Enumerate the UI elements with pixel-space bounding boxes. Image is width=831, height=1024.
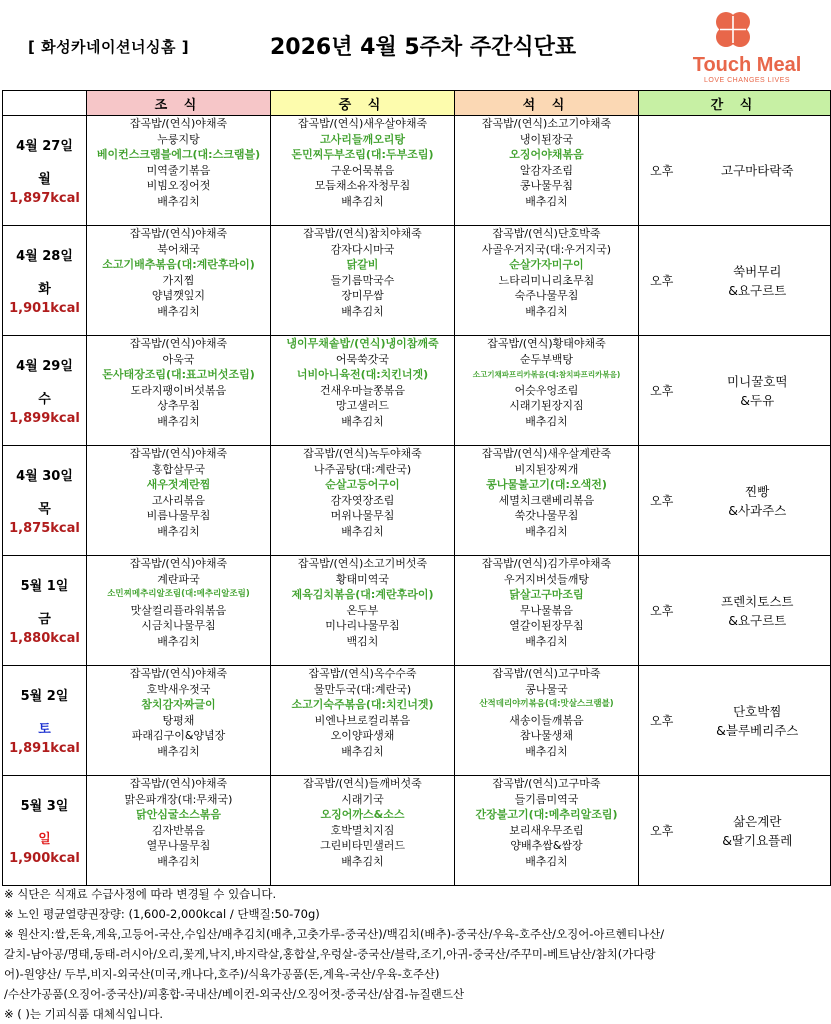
menu-item: 무나물볶음: [519, 603, 574, 617]
menu-item: 북어채국: [157, 242, 200, 256]
day-row: [3, 446, 831, 556]
menu-item: 잡곡밥/(연식)옥수수죽: [308, 667, 417, 680]
menu-item: 잡곡밥/(연식)새우살계란죽: [481, 447, 612, 460]
snack-item: &사과주스: [728, 502, 787, 518]
footer-notes: [4, 884, 828, 1024]
snack-item: 삶은계란: [733, 813, 782, 829]
menu-item: 황태미역국: [335, 572, 390, 586]
menu-item: 배추김치: [525, 414, 568, 428]
menu-item: 비지된장찌개: [514, 462, 579, 476]
menu-item: 양배추쌈&쌈장: [510, 839, 583, 853]
day-row: [3, 556, 831, 666]
date-label: 5월 2일: [20, 689, 69, 704]
column-header-row: [3, 91, 831, 116]
date-label: 4월 27일: [16, 139, 73, 154]
menu-item: 잡곡밥/(연식)야채죽: [129, 117, 228, 130]
breakfast-cell: [87, 116, 271, 226]
day-row: [3, 666, 831, 776]
date-label: 5월 1일: [20, 579, 69, 594]
menu-item: 그린비타민샐러드: [319, 839, 405, 853]
breakfast-cell: [87, 446, 271, 556]
snack-cell: [685, 116, 831, 226]
menu-item: 잡곡밥/(연식)고구마죽: [492, 777, 601, 790]
menu-item: 배추김치: [157, 524, 200, 538]
menu-item: 어슷우엉조림: [514, 383, 579, 397]
note-line: ※ 원산지:쌀,돈육,계육,고등어-국산,수입산/배추김치(배추,고춧가루-중국산)/백김치(배추)-중국산/우육-호주산/오징어-아르헨티나산/: [4, 927, 665, 941]
menu-item: 김자반볶음: [151, 823, 206, 837]
menu-item: 배추김치: [157, 194, 200, 208]
page-title: 2026년 4월 5주차 주간식단표: [270, 35, 577, 60]
menu-item-main: 베이컨스크램블에그(대:스크램블): [96, 148, 261, 162]
lunch-cell: [271, 666, 455, 776]
snack-cell: [685, 776, 831, 886]
snack-item: &요구르트: [728, 612, 787, 628]
menu-item: 건새우마늘쫑볶음: [319, 383, 405, 397]
day-row: [3, 336, 831, 446]
menu-item-main: 새우젓계란찜: [146, 478, 211, 492]
menu-item-main: 소고기채파프리카볶음(대:참치파프리카볶음): [472, 370, 621, 380]
menu-item-main: 닭안심굴소스볶음: [135, 808, 221, 822]
calorie-label: 1,880kcal: [9, 631, 80, 646]
menu-item-main: 너비아니육전(대:치킨너겟): [296, 368, 429, 382]
clover-logo-icon: [712, 10, 754, 52]
menu-item: 물만두국(대:계란국): [313, 682, 412, 696]
menu-item: 배추김치: [157, 304, 200, 318]
date-label: 4월 28일: [16, 249, 73, 264]
date-label: 5월 3일: [20, 799, 69, 814]
menu-item: 들기름막국수: [330, 273, 395, 287]
lunch-cell: [271, 446, 455, 556]
menu-item: 오이양파생채: [330, 729, 395, 743]
menu-item: 잡곡밥/(연식)들깨버섯죽: [303, 777, 422, 790]
snack-time: 오후: [639, 666, 685, 776]
weekday-label: 일: [38, 832, 51, 847]
touch-meal-logo: [672, 10, 822, 86]
menu-item: 배추김치: [341, 194, 384, 208]
menu-item: 잡곡밥/(연식)고구마죽: [492, 667, 601, 680]
day-cell: [3, 116, 87, 226]
menu-item: 잡곡밥/(연식)참치야채죽: [303, 227, 422, 240]
menu-item: 쑥갓나물무침: [514, 509, 579, 523]
menu-item: 맑은파개장(대:무채국): [124, 792, 233, 806]
snack-item: &딸기요플레: [722, 832, 793, 848]
menu-item-main: 순살가자미구이: [509, 258, 584, 272]
menu-item: 상추무침: [157, 399, 200, 413]
menu-item: 콩나물무침: [519, 179, 574, 193]
date-label: 4월 29일: [16, 359, 73, 374]
note-line: /수산가공품(오징어-중국산)/피홍합-국내산/베이컨-외국산/오징어젓-중국산/삼겹-뉴질랜드산: [4, 987, 465, 1001]
snack-item: &두유: [740, 392, 775, 408]
dinner-header: 석 식: [455, 91, 639, 116]
snack-time: 오후: [639, 336, 685, 446]
menu-item: 배추김치: [341, 854, 384, 868]
menu-item: 배추김치: [525, 634, 568, 648]
menu-item: 잡곡밥/(연식)소고기야채죽: [481, 117, 612, 130]
breakfast-cell: [87, 336, 271, 446]
menu-item: 배추김치: [157, 414, 200, 428]
menu-item: 배추김치: [157, 744, 200, 758]
menu-item: 구운어묵볶음: [330, 163, 395, 177]
menu-item-main: 돈사태장조림(대:표고버섯조림): [102, 368, 255, 382]
menu-item-main: 오징어야채볶음: [509, 148, 584, 162]
menu-item: 호박멸치지짐: [330, 823, 395, 837]
weekday-label: 화: [38, 282, 51, 297]
dinner-cell: [455, 226, 639, 336]
snack-cell: [685, 666, 831, 776]
menu-item: 양념깻잎지: [151, 289, 206, 303]
calorie-label: 1,897kcal: [9, 191, 80, 206]
menu-item: 맛살컬리플라워볶음: [130, 603, 227, 617]
snack-time: 오후: [639, 776, 685, 886]
weekday-label: 월: [38, 172, 51, 187]
menu-item: 머위나물무침: [330, 509, 395, 523]
menu-item-main: 닭갈비: [346, 258, 379, 272]
menu-item-main: 돈민찌두부조림(대:두부조림): [291, 148, 434, 162]
menu-item-main: 순살고등어구이: [325, 478, 400, 492]
menu-item: 배추김치: [525, 194, 568, 208]
weekday-label: 수: [38, 392, 51, 407]
menu-item: 온두부: [346, 603, 379, 617]
menu-item: 보리새우무조림: [509, 823, 584, 837]
note-line: ※ ( )는 기피식품 대체식입니다.: [4, 1007, 164, 1021]
menu-item: 홍합살무국: [151, 462, 206, 476]
menu-item-main: 제육김치볶음(대:계란후라이): [291, 588, 434, 602]
menu-item: 잡곡밥/(연식)황태야채죽: [487, 337, 606, 350]
snack-header: 간 식: [639, 91, 831, 116]
menu-item-main: 소고기배추볶음(대:계란후라이): [102, 258, 255, 272]
menu-item: 냉이된장국: [519, 132, 574, 146]
menu-item: 순두부백탕: [519, 352, 574, 366]
breakfast-cell: [87, 776, 271, 886]
day-cell: [3, 446, 87, 556]
menu-item: 배추김치: [341, 304, 384, 318]
weekday-label: 목: [38, 502, 51, 517]
snack-cell: [685, 446, 831, 556]
snack-item: 미니꿀호떡: [727, 373, 788, 389]
dinner-cell: [455, 116, 639, 226]
lunch-cell: [271, 116, 455, 226]
snack-item: &블루베리주스: [716, 722, 799, 738]
menu-item: 배추김치: [341, 744, 384, 758]
snack-item: 찐빵: [745, 483, 770, 499]
menu-item: 잡곡밥/(연식)단호박죽: [492, 227, 601, 240]
day-row: [3, 226, 831, 336]
menu-item: 배추김치: [157, 634, 200, 648]
menu-item-main: 참치감자짜글이: [141, 698, 216, 712]
menu-item: 미나리나물무침: [325, 619, 400, 633]
menu-item: 계란파국: [157, 572, 200, 586]
breakfast-cell: [87, 666, 271, 776]
snack-cell: [685, 336, 831, 446]
menu-item: 비빔오징어젓: [146, 179, 211, 193]
menu-item: 잡곡밥/(연식)소고기버섯죽: [297, 557, 428, 570]
menu-item: 콩나물국: [525, 682, 568, 696]
menu-item: 잡곡밥/(연식)야채죽: [129, 227, 228, 240]
lunch-cell: [271, 556, 455, 666]
note-line: ※ 노인 평균열량권장량: (1,600-2,000kcal / 단백질:50-70g): [4, 907, 320, 921]
menu-item-main: 간장불고기(대:메추리알조림): [475, 808, 618, 822]
snack-cell: [685, 556, 831, 666]
menu-item: 비름나물무침: [146, 509, 211, 523]
menu-item-main: 오징어까스&소스: [320, 808, 405, 822]
dinner-cell: [455, 446, 639, 556]
menu-item: 가지찜: [162, 273, 195, 287]
menu-item: 배추김치: [341, 414, 384, 428]
menu-item-main: 고사리들깨오리탕: [319, 132, 405, 146]
menu-item: 망고샐러드: [335, 399, 390, 413]
menu-item: 잡곡밥/(연식)새우살야채죽: [297, 117, 428, 130]
menu-item: 사골우거지국(대:우거지국): [481, 242, 612, 256]
day-cell: [3, 556, 87, 666]
menu-item: 백김치: [346, 634, 379, 648]
menu-item: 도라지팽이버섯볶음: [130, 383, 227, 397]
snack-time: 오후: [639, 226, 685, 336]
breakfast-header: 조 식: [87, 91, 271, 116]
menu-item: 잡곡밥/(연식)야채죽: [129, 337, 228, 350]
menu-item: 시래기국: [341, 792, 384, 806]
menu-item: 열갈이된장무침: [509, 619, 584, 633]
snack-item: 고구마타락죽: [721, 163, 794, 178]
menu-item: 배추김치: [341, 524, 384, 538]
dinner-cell: [455, 556, 639, 666]
snack-time: 오후: [639, 116, 685, 226]
menu-item-main: 냉이무채솥밥/(연식)냉이참깨죽: [286, 337, 439, 350]
menu-item: 참나물생채: [519, 729, 574, 743]
day-cell: [3, 776, 87, 886]
logo-wordmark: Touch Meal: [692, 54, 802, 76]
snack-item: 프렌치토스트: [721, 593, 794, 609]
calorie-label: 1,901kcal: [9, 301, 80, 316]
menu-item: 파래김구이&양념장: [131, 729, 226, 743]
note-line: ※ 식단은 식재료 수급사정에 따라 변경될 수 있습니다.: [4, 887, 277, 901]
note-line: 어)-원양산/ 두부,비지-외국산(미국,캐나다,호주)/식육가공품(돈,계육-국산/우육-호주산): [4, 967, 440, 981]
day-cell: [3, 336, 87, 446]
menu-item: 잡곡밥/(연식)김가루야채죽: [481, 557, 612, 570]
menu-item: 감자엿장조림: [330, 493, 395, 507]
menu-item: 잡곡밥/(연식)야채죽: [129, 667, 228, 680]
page-header: [0, 0, 831, 90]
menu-item: 탕평채: [162, 713, 195, 727]
menu-item-main: 산적데리야끼볶음(대:맛살스크램블): [479, 699, 614, 710]
dinner-cell: [455, 336, 639, 446]
menu-item: 잡곡밥/(연식)녹두야채죽: [303, 447, 422, 460]
weekday-label: 금: [38, 612, 51, 627]
menu-item: 열무나물무침: [146, 839, 211, 853]
menu-item: 비엔나브로컬리볶음: [314, 713, 411, 727]
menu-item: 모듬채소유자청무침: [314, 179, 411, 193]
menu-item: 잡곡밥/(연식)야채죽: [129, 777, 228, 790]
menu-item-main: 소민찌메추리알조림(대:메추리알조림): [107, 589, 250, 600]
day-cell: [3, 226, 87, 336]
menu-item: 잡곡밥/(연식)야채죽: [129, 557, 228, 570]
menu-item: 우거지버섯들깨탕: [503, 572, 589, 586]
day-row: [3, 116, 831, 226]
calorie-label: 1,900kcal: [9, 851, 80, 866]
snack-time: 오후: [639, 446, 685, 556]
menu-item: 잡곡밥/(연식)야채죽: [129, 447, 228, 460]
menu-item: 배추김치: [525, 304, 568, 318]
menu-item-main: 소고기숙주볶음(대:치킨너겟): [291, 698, 434, 712]
menu-item: 장미무쌈: [341, 289, 384, 303]
menu-item: 들기름미역국: [514, 792, 579, 806]
menu-item: 감자다시마국: [330, 242, 395, 256]
lunch-header: 중 식: [271, 91, 455, 116]
menu-item: 알감자조림: [519, 163, 574, 177]
lunch-cell: [271, 336, 455, 446]
dinner-cell: [455, 776, 639, 886]
snack-item: &요구르트: [728, 282, 787, 298]
menu-item: 아욱국: [162, 352, 195, 366]
menu-item: 시래기된장지짐: [509, 399, 584, 413]
menu-item: 시금치나물무침: [141, 619, 216, 633]
calorie-label: 1,891kcal: [9, 741, 80, 756]
day-cell: [3, 666, 87, 776]
day-row: [3, 776, 831, 886]
menu-item: 세멸치크랜베리볶음: [498, 493, 595, 507]
calorie-label: 1,875kcal: [9, 521, 80, 536]
menu-item: 느타리미니리초무침: [498, 273, 595, 287]
breakfast-cell: [87, 226, 271, 336]
menu-item: 누룽지탕: [157, 132, 200, 146]
snack-item: 단호박찜: [733, 703, 782, 719]
menu-item: 배추김치: [525, 524, 568, 538]
corner-header: [3, 91, 87, 116]
menu-item: 호박새우젓국: [146, 682, 211, 696]
menu-item: 배추김치: [525, 744, 568, 758]
menu-item: 배추김치: [525, 854, 568, 868]
menu-item-main: 닭살고구마조림: [509, 588, 584, 602]
logo-tagline: LOVE CHANGES LIVES: [703, 77, 791, 84]
snack-item: 쑥버무리: [733, 263, 782, 279]
facility-name: [ 화성카네이션너싱홈 ]: [28, 38, 190, 56]
calorie-label: 1,899kcal: [9, 411, 80, 426]
lunch-cell: [271, 776, 455, 886]
note-line: 갈치-남아공/명태,동태-러시아/오리,꽃게,낙지,바지락살,홍합살,우렁살-중국산/블락,조기,아귀-중국산/주꾸미-베트남산/참치(가다랑: [4, 947, 656, 961]
menu-item: 배추김치: [157, 854, 200, 868]
menu-item: 고사리볶음: [151, 493, 206, 507]
breakfast-cell: [87, 556, 271, 666]
weekday-label: 토: [38, 722, 51, 737]
snack-cell: [685, 226, 831, 336]
weekly-menu-table: [2, 90, 831, 886]
menu-item: 미역줄기볶음: [146, 163, 211, 177]
dinner-cell: [455, 666, 639, 776]
menu-item-main: 콩나물불고기(대:오색전): [486, 478, 607, 492]
menu-item: 숙주나물무침: [514, 289, 579, 303]
lunch-cell: [271, 226, 455, 336]
date-label: 4월 30일: [16, 469, 73, 484]
snack-time: 오후: [639, 556, 685, 666]
menu-item: 새송이들깨볶음: [509, 713, 584, 727]
menu-item: 어묵쑥갓국: [335, 352, 390, 366]
menu-item: 나주곰탕(대:계란국): [313, 462, 412, 476]
